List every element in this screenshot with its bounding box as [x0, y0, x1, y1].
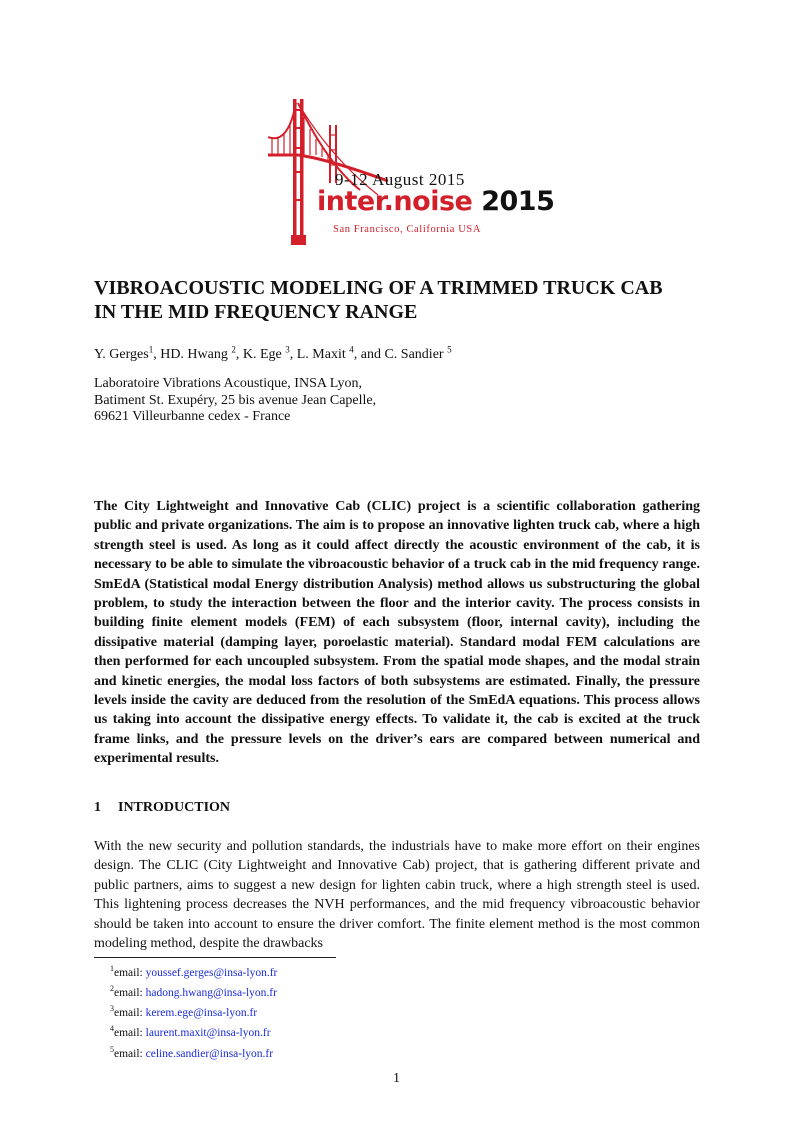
- email-link[interactable]: celine.sandier@insa-lyon.fr: [145, 1047, 274, 1060]
- email-link[interactable]: youssef.gerges@insa-lyon.fr: [145, 966, 278, 979]
- author: L. Maxit $^4$, and: [296, 344, 385, 362]
- author: K. Ege $^3$,: [242, 344, 297, 362]
- author: C. Sandier $^5$: [384, 344, 452, 362]
- footnote: $^3$email: kerem.ege@insa-lyon.fr: [110, 1004, 258, 1020]
- conference-location: San Francisco, California USA: [333, 224, 482, 235]
- conference-name-text: inter.noise: [317, 186, 473, 217]
- footnote: $^5$email: celine.sandier@insa-lyon.fr: [110, 1044, 274, 1060]
- affiliation-line: Batiment St. Exupéry, 25 bis avenue Jean Capelle,: [94, 392, 377, 408]
- conference-dates: 9-12 August 2015: [335, 170, 465, 189]
- author: Y. Gerges$^1$,: [94, 344, 161, 362]
- conference-name: [317, 186, 554, 217]
- footnote: $^2$email: hadong.hwang@insa-lyon.fr: [110, 984, 277, 999]
- section-heading: [94, 800, 230, 816]
- author-list: [94, 344, 452, 363]
- affiliation-line: Laboratoire Vibrations Acoustique, INSA Lyon,: [94, 376, 362, 391]
- intro-paragraph: With the new security and pollution standards, the industrials have to make more effort on their engines design. The CLIC (City Lightweight and Innovative Cab) project, that is gathering different private and public partners, aims to suggest a new design for lighten cabin truck, where a high strength steel is used. This lightening process decreases the NVH performances, and the mid frequency vibroacoustic behavior should be taken into account to ensure the driver comfort. The finite element method is the most common modeling method, despite the drawbacks: [94, 839, 700, 952]
- footnote: $^4$email: laurent.maxit@insa-lyon.fr: [110, 1024, 271, 1040]
- title-line: VIBROACOUSTIC MODELING OF A TRIMMED TRUCK CAB: [94, 277, 663, 299]
- email-link[interactable]: hadong.hwang@insa-lyon.fr: [145, 986, 277, 999]
- section-number: 1: [94, 800, 101, 815]
- footnotes: [110, 961, 277, 1062]
- footnote: $^1$email: youssef.gerges@insa-lyon.fr: [110, 964, 278, 979]
- author: HD. Hwang $^2$,: [160, 344, 243, 362]
- title-line: IN THE MID FREQUENCY RANGE: [94, 301, 418, 323]
- email-link[interactable]: kerem.ege@insa-lyon.fr: [145, 1007, 258, 1020]
- abstract: The City Lightweight and Innovative Cab (CLIC) project is a scientific collaboration gathering public and private organizations. The aim is to propose an innovative lighten truck cab, where a high strength steel is used. As long as it could affect directly the acoustic environment of the cab, it is necessary to be able to simulate the vibroacoustic behavior of a truck cab in the mid frequency range. SmEdA (Statistical modal Energy distribution Analysis) method allows us substructuring the global problem, to study the interaction between the floor and the interior cavity. The process consists in building finite element models (FEM) of each subsystem (floor, internal cavity), including the dissipative material (damping layer, poroelastic material). Standard modal FEM calculations are then performed for each uncoupled subsystem. From the spatial mode shapes, and the modal strain and kinetic energies, the modal loss factors of both subsystems are estimated. Finally, the pressure levels inside the cavity are deduced from the resolution of the SmEdA equations. This process allows us taking into account the dissipative energy effects. To validate it, the cab is excited at the truck frame links, and the pressure levels on the driver’s ears are compared between numerical and experimental results.: [94, 499, 700, 767]
- footnote-divider: [94, 957, 336, 958]
- section-title: INTRODUCTION: [118, 800, 231, 815]
- affiliation-line: 69621 Villeurbanne cedex - France: [94, 409, 291, 424]
- email-link[interactable]: laurent.maxit@insa-lyon.fr: [145, 1027, 271, 1040]
- page-number: 1: [393, 1071, 400, 1086]
- conference-year: 2015: [481, 186, 555, 217]
- affiliation: [94, 376, 376, 426]
- paper-title: [94, 276, 714, 324]
